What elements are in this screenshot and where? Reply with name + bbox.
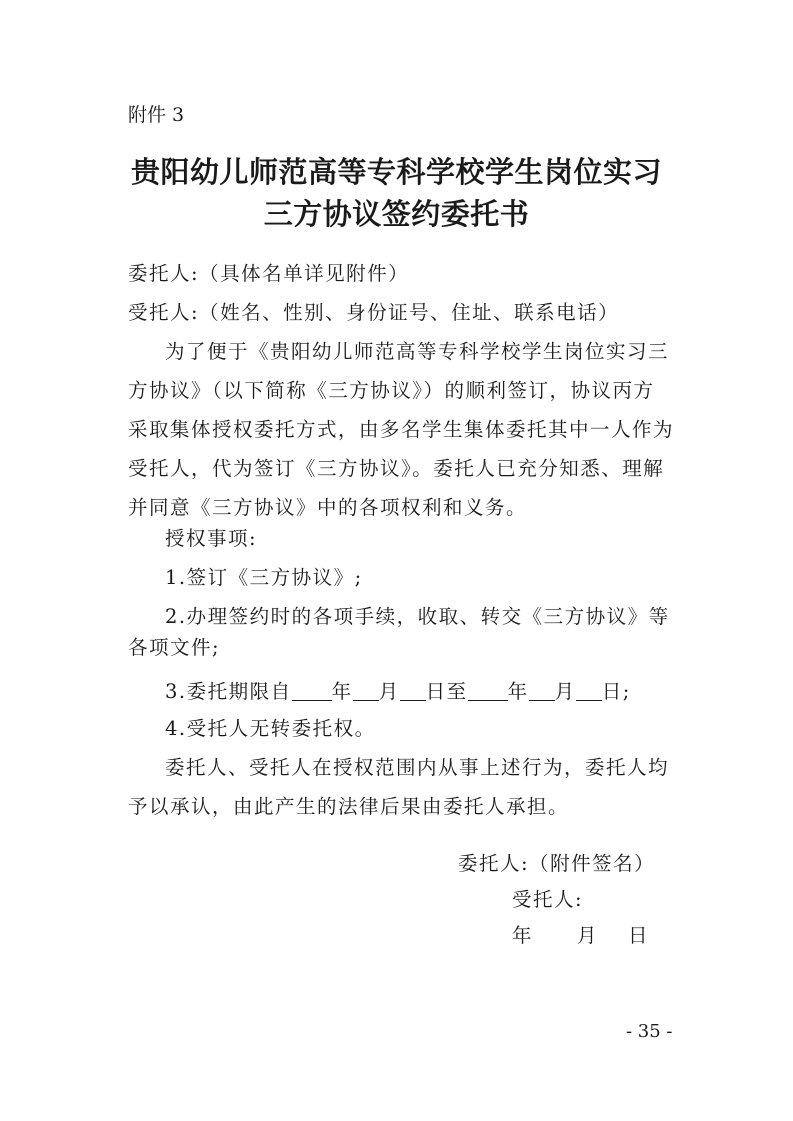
item-3-day-to: 日至 (425, 680, 468, 703)
blank-day-start (400, 682, 426, 701)
authorization-heading: 授权事项: (165, 527, 258, 550)
authorization-item-3 (165, 676, 631, 704)
closing-line-2: 予以承认，由此产生的法律后果由委托人承担。 (128, 795, 570, 818)
blank-month-start (353, 682, 379, 701)
page-number: - 35 - (626, 1021, 673, 1042)
signature-agent: 受托人: (512, 888, 584, 911)
item-3-month: 月 (378, 680, 400, 703)
authorization-item-2-line-1: 2.办理签约时的各项手续，收取、转交《三方协议》等 (165, 605, 670, 628)
body-paragraph-line-2: 方协议》（以下简称《三方协议》）的顺利签订，协议丙方 (128, 379, 655, 402)
blank-day-end (576, 682, 602, 701)
blank-year-end (468, 682, 508, 701)
signature-day: 日 (628, 924, 650, 947)
document-title-line-1: 贵阳幼儿师范高等专科学校学生岗位实习 (130, 155, 662, 189)
signature-year: 年 (512, 924, 534, 947)
body-paragraph-line-3: 采取集体授权委托方式，由多名学生集体委托其中一人作为 (128, 418, 675, 441)
item-3-year: 年 (331, 680, 353, 703)
principal-line: 委托人:（具体名单详见附件） (128, 262, 410, 285)
signature-month: 月 (577, 924, 599, 947)
authorization-item-2-line-2: 各项文件; (128, 636, 221, 659)
authorization-item-4: 4.受托人无转委托权。 (165, 717, 376, 740)
item-3-year-end: 年 (507, 680, 529, 703)
item-3-month-end: 月 (554, 680, 576, 703)
agent-line: 受托人:（姓名、性别、身份证号、住址、联系电话） (128, 301, 620, 324)
body-paragraph-line-4: 受托人，代为签订《三方协议》。委托人已充分知悉、理解 (128, 457, 665, 480)
attachment-label: 附件 3 (128, 104, 185, 126)
body-paragraph-line-5: 并同意《三方协议》中的各项权利和义务。 (128, 496, 528, 519)
item-3-prefix: 3.委托期限自 (165, 680, 292, 703)
closing-line-1: 委托人、受托人在授权范围内从事上述行为，委托人均 (165, 756, 670, 779)
signature-principal: 委托人:（附件签名） (458, 852, 656, 875)
authorization-item-1: 1.签订《三方协议》; (165, 566, 363, 589)
blank-year-start (292, 682, 332, 701)
body-paragraph-line-1: 为了便于《贵阳幼儿师范高等专科学校学生岗位实习三 (165, 340, 670, 363)
document-title-line-2: 三方协议签约委托书 (263, 197, 530, 231)
signature-date (512, 920, 649, 948)
item-3-day-end: 日; (601, 680, 631, 703)
blank-month-end (529, 682, 555, 701)
